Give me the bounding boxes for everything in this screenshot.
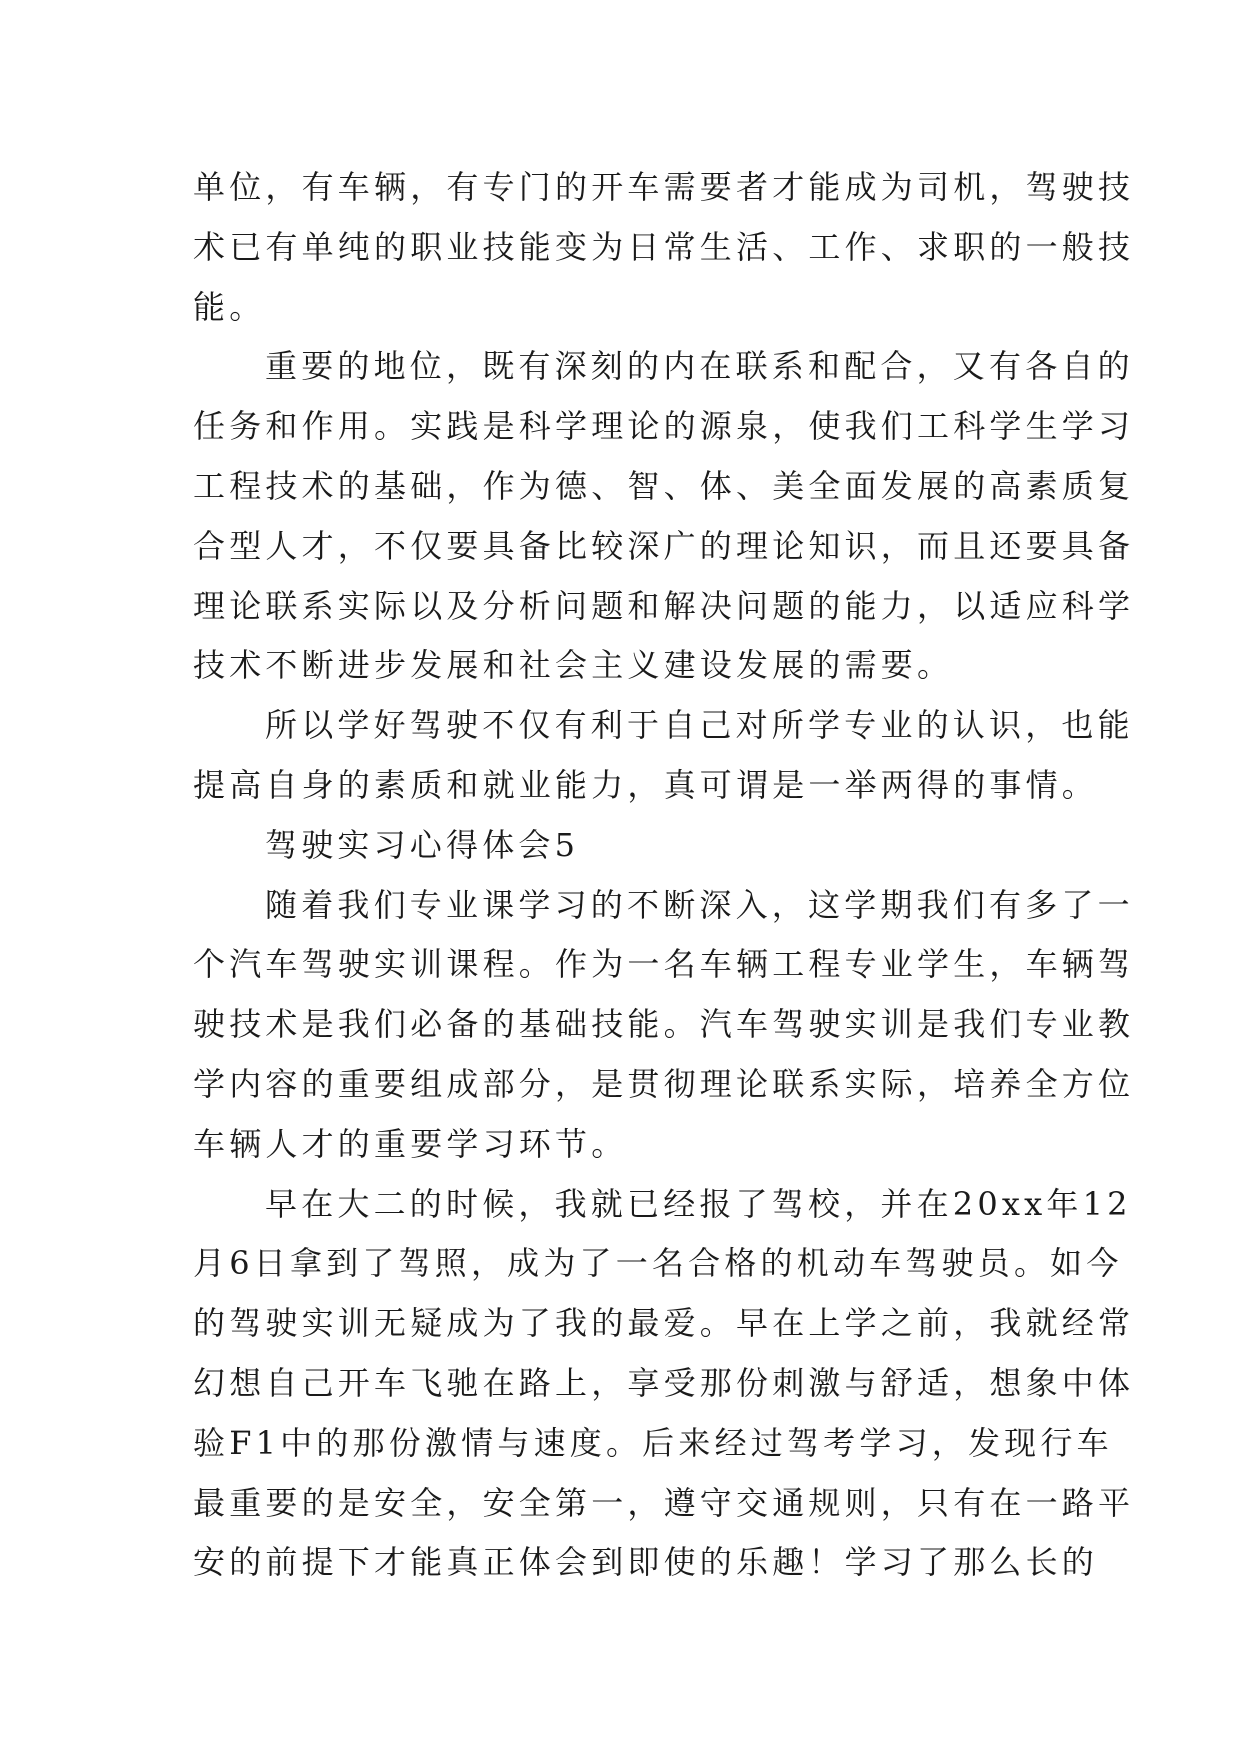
text-line: 幻想自己开车飞驰在路上，享受那份刺激与舒适，想象中体: [193, 1363, 1135, 1402]
text-line: 理论联系实际以及分析问题和解决问题的能力，以适应科学: [193, 586, 1135, 625]
text-line: 重要的地位，既有深刻的内在联系和配合，又有各自的: [265, 347, 1134, 386]
text-line: 任务和作用。实践是科学理论的源泉，使我们工科学生学习: [193, 407, 1135, 446]
text-line: 月6日拿到了驾照，成为了一名合格的机动车驾驶员。如今: [193, 1244, 1123, 1283]
text-line: 合型人才，不仅要具备比较深广的理论知识，而且还要具备: [193, 526, 1135, 565]
text-line: 技术不断进步发展和社会主义建设发展的需要。: [193, 646, 954, 685]
text-line: 所以学好驾驶不仅有利于自己对所学专业的认识，也能: [265, 706, 1134, 745]
text-line: 驶技术是我们必备的基础技能。汽车驾驶实训是我们专业教: [193, 1005, 1135, 1044]
text-line: 提高自身的素质和就业能力，真可谓是一举两得的事情。: [193, 765, 1099, 804]
text-line: 的驾驶实训无疑成为了我的最爱。早在上学之前，我就经常: [193, 1304, 1135, 1343]
text-line: 工程技术的基础，作为德、智、体、美全面发展的高素质复: [193, 466, 1135, 505]
text-line: 车辆人才的重要学习环节。: [193, 1124, 628, 1163]
text-line: 验F1中的那份激情与速度。后来经过驾考学习，发现行车: [193, 1423, 1113, 1462]
text-line: 早在大二的时候，我就已经报了驾校，并在20xx年12: [265, 1184, 1132, 1223]
text-line: 最重要的是安全，安全第一，遵守交通规则，只有在一路平: [193, 1483, 1135, 1522]
document-body: [193, 158, 1135, 1593]
text-line: 安的前提下才能真正体会到即使的乐趣！学习了那么长的: [193, 1543, 1099, 1582]
text-line: 单位，有车辆，有专门的开车需要者才能成为司机，驾驶技: [193, 168, 1135, 206]
text-line: 随着我们专业课学习的不断深入，这学期我们有多了一: [265, 885, 1134, 924]
text-line: 个汽车驾驶实训课程。作为一名车辆工程专业学生，车辆驾: [193, 945, 1135, 984]
text-line: 能。: [193, 287, 266, 326]
text-line: 驾驶实习心得体会5: [265, 825, 580, 864]
text-line: 学内容的重要组成部分，是贯彻理论联系实际，培养全方位: [193, 1064, 1135, 1103]
text-line: 术已有单纯的职业技能变为日常生活、工作、求职的一般技: [193, 227, 1135, 266]
